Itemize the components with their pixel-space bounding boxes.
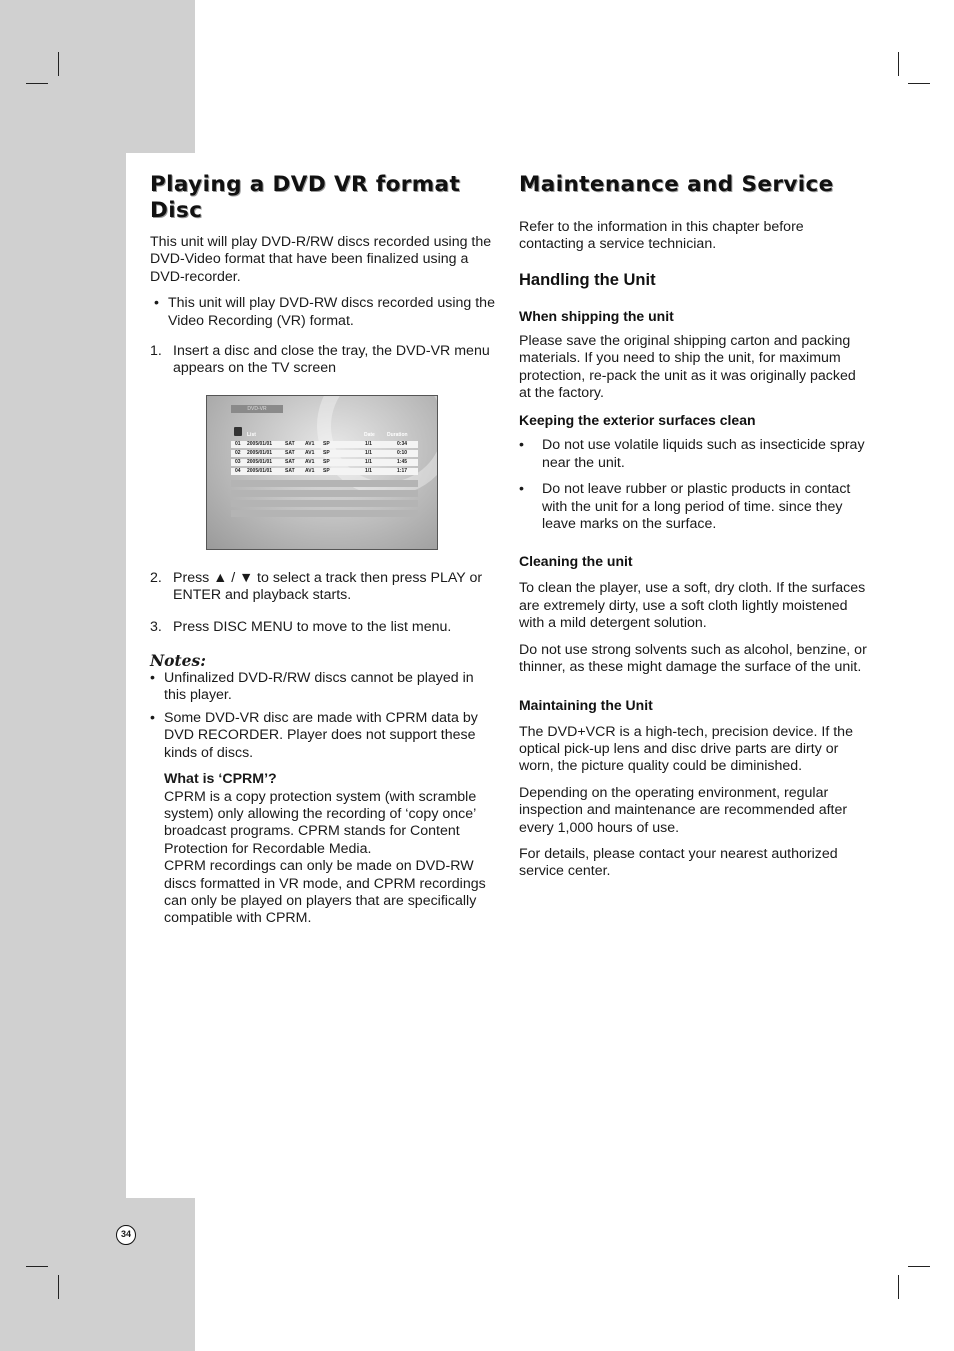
cleaning-text-2: Do not use strong solvents such as alcohol, benzine, or thinner, as these might damage the surface of the unit. <box>519 641 867 676</box>
exterior-bullet-2: • Do not leave rubber or plastic products in contact with the unit for a long period of time. since they leave marks on the surface. <box>519 481 869 533</box>
list-header: List <box>247 432 256 438</box>
step-2-text: Press ▲ / ▼ to select a track then press PLAY or ENTER and playback starts. <box>173 569 483 604</box>
step-1-text: Insert a disc and close the tray, the DVD-VR menu appears on the TV screen <box>173 343 490 377</box>
step-2-number: 2. <box>150 569 162 586</box>
note-1: • Unfinalized DVD-R/RW discs cannot be played in this player. <box>150 670 496 705</box>
margin-band-side <box>0 153 126 1198</box>
crop-mark <box>898 52 899 76</box>
crop-mark <box>908 1266 930 1267</box>
screen-tab: DVD-VR <box>231 405 283 413</box>
dvd-vr-bullet: • This unit will play DVD-RW discs recorded using the Video Recording (VR) format. <box>150 295 496 330</box>
handling-heading: Handling the Unit <box>519 270 656 289</box>
maintaining-text-2: Depending on the operating environment, regular inspection and maintenance are recommended after every 1,000 hours of use. <box>519 784 848 836</box>
date-header: Date <box>364 432 375 438</box>
margin-band-bottom <box>0 1198 195 1351</box>
list-item-empty <box>231 510 418 517</box>
crop-mark <box>58 52 59 76</box>
maintaining-text-3: For details, please contact your nearest authorized service center. <box>519 845 838 880</box>
list-item[interactable]: 01 2005/01/01 SAT AV1 SP 1/1 0:34 <box>231 441 418 448</box>
margin-band-top <box>0 0 195 153</box>
cprm-paragraph-1: CPRM is a copy protection system (with scramble system) only allowing the recording of ‘copy once’ broadcast programs. CPRM stands for Content Protection for Recordable Media. <box>164 788 477 857</box>
cprm-paragraph-2: CPRM recordings can only be made on DVD-RW discs formatted in VR mode, and CPRM recordings can only be played on players that are specifically compatible with CPRM. <box>164 858 486 927</box>
list-item[interactable]: 02 2005/01/01 SAT AV1 SP 1/1 0:10 <box>231 450 418 457</box>
dvd-vr-intro: This unit will play DVD-R/RW discs recorded using the DVD-Video format that have been finalized using a DVD-recorder. <box>150 234 492 285</box>
step-3 <box>150 619 496 636</box>
cleaning-heading: Cleaning the unit <box>519 553 633 570</box>
page-number: 34 <box>116 1225 136 1245</box>
duration-header: Duration <box>387 432 408 438</box>
step-1-number: 1. <box>150 343 162 360</box>
crop-mark <box>898 1275 899 1299</box>
crop-mark <box>26 1266 48 1267</box>
cprm-box <box>150 771 496 928</box>
exterior-bullet-1: • Do not use volatile liquids such as insecticide spray near the unit. <box>519 437 869 472</box>
note-2: • Some DVD-VR disc are made with CPRM data by DVD RECORDER. Player does not support these kinds of discs. <box>150 710 496 762</box>
step-1 <box>150 343 496 378</box>
exterior-heading: Keeping the exterior surfaces clean <box>519 412 756 429</box>
shipping-text: Please save the original shipping carton and packing materials. If you need to ship the unit, for maximum protection, re-pack the unit as it was originally packed at the factory. <box>519 332 856 402</box>
maintenance-intro: Refer to the information in this chapter before contacting a service technician. <box>519 219 804 253</box>
step-2 <box>150 570 496 605</box>
step-3-text: Press DISC MENU to move to the list menu. <box>173 618 452 635</box>
shipping-heading: When shipping the unit <box>519 307 674 324</box>
maintaining-heading: Maintaining the Unit <box>519 696 653 713</box>
list-item-empty <box>231 490 418 497</box>
list-item-empty <box>231 500 418 507</box>
right-column <box>519 172 869 881</box>
cprm-title: What is ‘CPRM’? <box>164 771 277 788</box>
disc-icon <box>234 427 242 436</box>
list-item[interactable]: 04 2005/01/01 SAT AV1 SP 1/1 1:17 <box>231 468 418 475</box>
maintaining-text-1: The DVD+VCR is a high-tech, precision device. If the optical pick-up lens and disc drive parts are dirty or worn, the picture quality could be diminished. <box>519 723 853 775</box>
notes-title: Notes: <box>150 651 206 671</box>
list-item-empty <box>231 480 418 487</box>
section-title-maintenance: Maintenance and Service <box>519 172 834 197</box>
crop-mark <box>908 83 930 84</box>
dvd-vr-menu-screen <box>206 395 438 550</box>
crop-mark <box>26 83 48 84</box>
step-3-number: 3. <box>150 618 162 635</box>
crop-mark <box>58 1275 59 1299</box>
list-item[interactable]: 03 2005/01/01 SAT AV1 SP 1/1 1:45 <box>231 459 418 466</box>
cleaning-text-1: To clean the player, use a soft, dry cloth. If the surfaces are extremely dirty, use a soft cloth lightly moistened with a mild detergent solution. <box>519 580 866 632</box>
section-title-dvd-vr: Playing a DVD VR format Disc <box>150 172 461 223</box>
